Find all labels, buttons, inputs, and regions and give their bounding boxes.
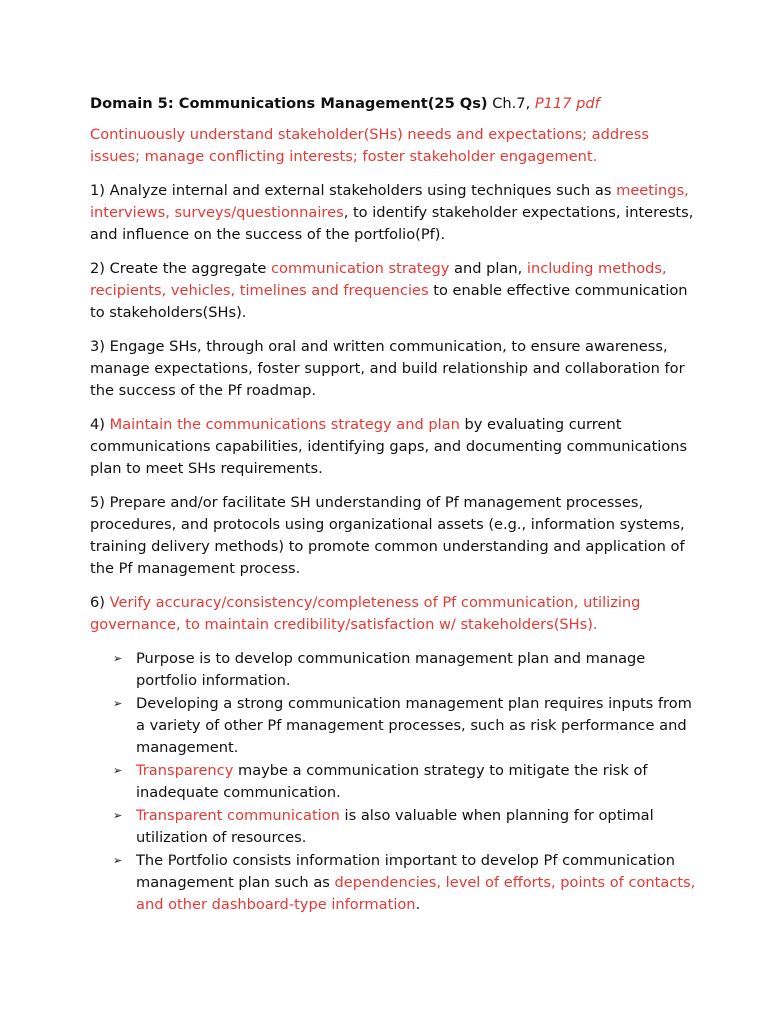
numbered-item bbox=[90, 258, 700, 324]
body-text: 6) bbox=[90, 594, 110, 611]
title-bold: Domain 5: Communications Management(25 Qs) bbox=[90, 95, 488, 112]
body-text: , to identify stakeholder expectations, interests, and influence on the success of the portfolio(Pf). bbox=[90, 204, 694, 243]
body-text: 4) bbox=[90, 416, 110, 433]
numbered-items bbox=[90, 180, 700, 636]
highlighted-text: Transparent communication bbox=[136, 807, 340, 824]
highlighted-text: Verify accuracy/consistency/completeness of Pf communication, utilizing governance, to maintain credibility/satisfaction w/ stakeholders(SHs). bbox=[90, 594, 641, 633]
highlighted-text: meetings, interviews, surveys/questionnaires bbox=[90, 182, 689, 221]
bullet-item bbox=[113, 760, 700, 804]
numbered-item bbox=[90, 414, 700, 480]
body-text: 5) Prepare and/or facilitate SH understanding of Pf management processes, procedures, and protocols using organizational assets (e.g., information systems, training delivery methods) to promote common understanding and application of the Pf management process. bbox=[90, 494, 685, 577]
arrow-bullet-icon: ➢ bbox=[113, 697, 123, 710]
title-pdf-ref: P117 pdf bbox=[534, 95, 600, 112]
bullet-item bbox=[113, 805, 700, 849]
highlighted-text: including methods, recipients, vehicles, timelines and frequencies bbox=[90, 260, 667, 299]
page-title bbox=[90, 93, 700, 115]
arrow-bullet-icon: ➢ bbox=[113, 764, 123, 777]
bullet-list bbox=[90, 648, 700, 916]
highlighted-text: Transparency bbox=[136, 762, 234, 779]
body-text: 2) Create the aggregate bbox=[90, 260, 272, 277]
body-text: . bbox=[415, 896, 421, 913]
bullet-item bbox=[113, 693, 700, 759]
body-text: 3) Engage SHs, through oral and written communication, to ensure awareness, manage expectations, foster support, and build relationship and collaboration for the success of the Pf roadmap. bbox=[90, 338, 685, 399]
title-chapter: Ch.7, bbox=[487, 95, 535, 112]
body-text: is also valuable when planning for optimal utilization of resources. bbox=[136, 807, 654, 846]
arrow-bullet-icon: ➢ bbox=[113, 652, 123, 665]
bullet-item bbox=[113, 648, 700, 692]
body-text: 1) Analyze internal and external stakeholders using techniques such as bbox=[90, 182, 617, 199]
arrow-bullet-icon: ➢ bbox=[113, 854, 123, 867]
numbered-item bbox=[90, 336, 700, 402]
body-text: maybe a communication strategy to mitigate the risk of inadequate communication. bbox=[136, 762, 648, 801]
highlighted-text: communication strategy bbox=[271, 260, 450, 277]
intro-paragraph: Continuously understand stakeholder(SHs) needs and expectations; address issues; manage conflicting interests; foster stakeholder engagement. bbox=[90, 126, 649, 165]
body-text: Developing a strong communication management plan requires inputs from a variety of other Pf management processes, such as risk performance and management. bbox=[136, 695, 692, 756]
highlighted-text: dependencies, level of efforts, points of contacts, and other dashboard-type information bbox=[136, 874, 696, 913]
body-text: by evaluating current communications capabilities, identifying gaps, and documenting communications plan to meet SHs requirements. bbox=[90, 416, 688, 477]
body-text: Purpose is to develop communication management plan and manage portfolio information. bbox=[136, 650, 646, 689]
numbered-item bbox=[90, 592, 700, 636]
bullet-item bbox=[113, 850, 700, 916]
numbered-item bbox=[90, 492, 700, 580]
body-text: and plan, bbox=[449, 260, 527, 277]
arrow-bullet-icon: ➢ bbox=[113, 809, 123, 822]
body-text: to enable effective communication to stakeholders(SHs). bbox=[90, 282, 688, 321]
numbered-item bbox=[90, 180, 700, 246]
document-page bbox=[90, 93, 700, 917]
highlighted-text: Maintain the communications strategy and plan bbox=[109, 416, 460, 433]
body-text: The Portfolio consists information important to develop Pf communication management plan such as bbox=[136, 852, 675, 891]
